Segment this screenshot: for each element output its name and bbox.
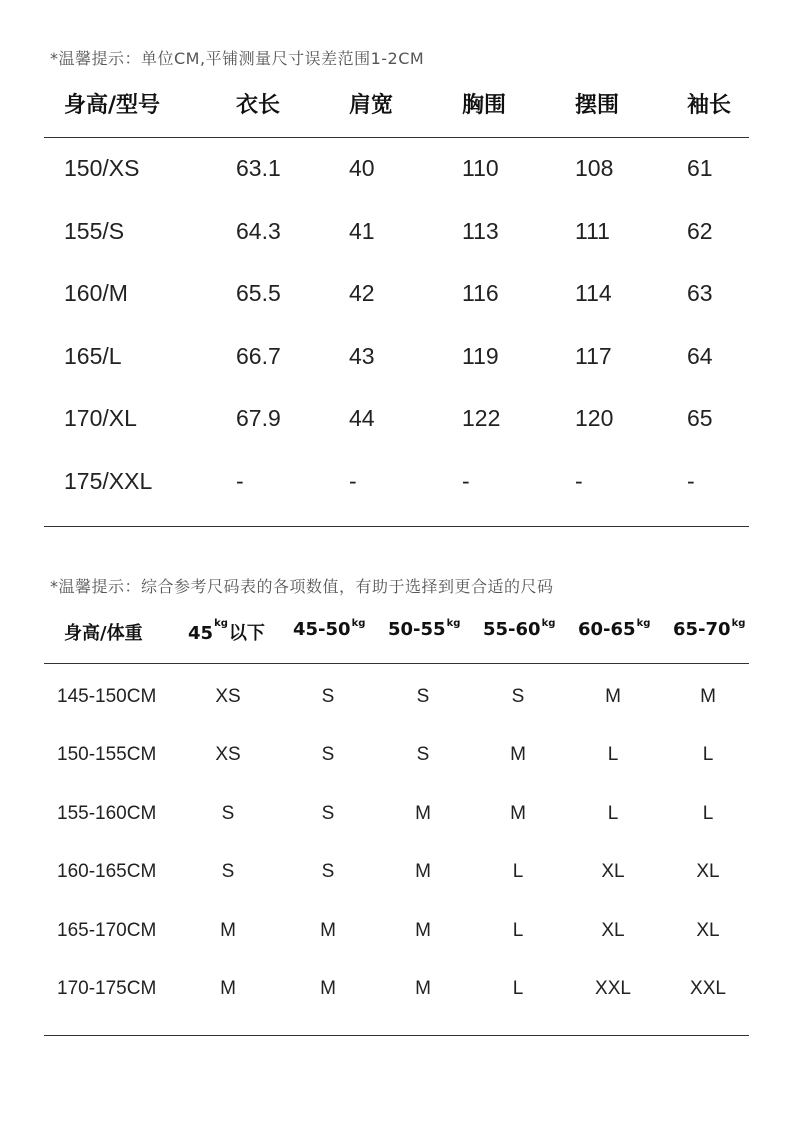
- size-cell: S: [416, 686, 430, 707]
- row-size-label: 150/XS: [64, 155, 140, 181]
- header-weight-range: [483, 619, 556, 640]
- size-cell: XL: [601, 920, 625, 941]
- row-size-label: 165/L: [64, 343, 122, 369]
- header-text: 50-55: [388, 619, 446, 640]
- table-cell: -: [349, 468, 357, 494]
- table-cell: 44: [349, 405, 375, 431]
- header-weight-range: [578, 619, 651, 640]
- table-cell: 116: [462, 280, 499, 306]
- size-cell: M: [415, 978, 431, 999]
- table-cell: 64: [687, 343, 713, 369]
- row-height-range: 165-170CM: [57, 920, 157, 941]
- table-cell: 64.3: [236, 218, 281, 244]
- header-weight-range: [388, 619, 461, 640]
- size-cell: S: [321, 861, 335, 882]
- header-text: 身高/体重: [64, 623, 143, 644]
- table-cell: 66.7: [236, 343, 281, 369]
- table-cell: 67.9: [236, 405, 281, 431]
- table-cell: 120: [575, 405, 614, 431]
- size-cell: S: [321, 686, 335, 707]
- table-cell: 65.5: [236, 280, 281, 306]
- table2-header-divider: [44, 663, 749, 664]
- size-cell: M: [320, 978, 336, 999]
- table-cell: -: [236, 468, 244, 494]
- table-cell: 65: [687, 405, 713, 431]
- table-cell: -: [462, 468, 470, 494]
- row-height-range: 160-165CM: [57, 861, 157, 882]
- table-cell: 62: [687, 218, 713, 244]
- size-cell: S: [321, 803, 335, 824]
- size-cell: L: [512, 978, 524, 999]
- size-cell: M: [510, 803, 526, 824]
- row-size-label: 170/XL: [64, 405, 137, 431]
- size-cell: M: [220, 978, 236, 999]
- size-note-2: *温馨提示：综合参考尺码表的各项数值，有助于选择到更合适的尺码: [50, 577, 554, 596]
- header-suffix: 以下: [228, 623, 265, 644]
- header-height-weight: [64, 619, 143, 645]
- size-cell: XXL: [690, 978, 726, 999]
- size-cell: L: [512, 861, 524, 882]
- table-cell: 63.1: [236, 155, 281, 181]
- table-cell: 41: [349, 218, 375, 244]
- header-text: 55-60: [483, 619, 541, 640]
- table2-bottom-divider: [44, 1035, 749, 1036]
- size-cell: XXL: [595, 978, 631, 999]
- table-cell: 63: [687, 280, 713, 306]
- table-cell: 122: [462, 405, 501, 431]
- header-unit: kg: [636, 618, 651, 629]
- size-cell: M: [320, 920, 336, 941]
- header-shoulder: 肩宽: [349, 93, 394, 118]
- table1-bottom-divider: [44, 526, 749, 527]
- size-cell: XL: [696, 861, 720, 882]
- table-cell: 42: [349, 280, 375, 306]
- row-size-label: 155/S: [64, 218, 125, 244]
- row-size-label: 175/XXL: [64, 468, 153, 494]
- header-text: 60-65: [578, 619, 636, 640]
- size-cell: M: [415, 861, 431, 882]
- size-cell: S: [321, 744, 335, 765]
- header-height-model: 身高/型号: [64, 93, 161, 118]
- row-height-range: 155-160CM: [57, 803, 157, 824]
- header-weight-range: [188, 619, 265, 645]
- header-text: 65-70: [673, 619, 731, 640]
- size-cell: M: [605, 686, 621, 707]
- table-cell: -: [575, 468, 583, 494]
- size-cell: S: [511, 686, 525, 707]
- header-unit: kg: [541, 618, 556, 629]
- size-cell: M: [415, 803, 431, 824]
- table-cell: 43: [349, 343, 375, 369]
- table-cell: 119: [462, 343, 499, 369]
- header-weight-range: [673, 619, 746, 640]
- header-weight-range: [293, 619, 366, 640]
- header-sleeve: 袖长: [687, 93, 732, 118]
- size-cell: M: [700, 686, 716, 707]
- table-cell: 108: [575, 155, 614, 181]
- size-cell: L: [702, 744, 714, 765]
- size-cell: XL: [601, 861, 625, 882]
- table-cell: 114: [575, 280, 612, 306]
- header-hem: 摆围: [575, 93, 620, 118]
- row-height-range: 150-155CM: [57, 744, 157, 765]
- size-cell: XS: [215, 744, 241, 765]
- row-height-range: 145-150CM: [57, 686, 157, 707]
- size-cell: S: [416, 744, 430, 765]
- header-text: 45-50: [293, 619, 351, 640]
- table-cell: 40: [349, 155, 375, 181]
- header-unit: kg: [351, 618, 366, 629]
- header-chest: 胸围: [462, 93, 507, 118]
- table-cell: 113: [462, 218, 499, 244]
- header-text: 45: [188, 623, 214, 644]
- size-cell: XL: [696, 920, 720, 941]
- table-cell: 110: [462, 155, 499, 181]
- table1-header-divider: [44, 137, 749, 138]
- size-note-1: *温馨提示：单位CM,平铺测量尺寸误差范围1-2CM: [50, 49, 425, 68]
- size-cell: L: [512, 920, 524, 941]
- table-cell: 111: [575, 218, 610, 244]
- size-cell: M: [510, 744, 526, 765]
- table-cell: 61: [687, 155, 713, 181]
- size-cell: L: [607, 803, 619, 824]
- size-cell: S: [221, 861, 235, 882]
- size-cell: M: [220, 920, 236, 941]
- header-unit: kg: [731, 618, 746, 629]
- size-cell: S: [221, 803, 235, 824]
- size-cell: L: [607, 744, 619, 765]
- header-unit: kg: [446, 618, 461, 629]
- table-cell: 117: [575, 343, 612, 369]
- header-length: 衣长: [236, 93, 281, 118]
- size-cell: L: [702, 803, 714, 824]
- size-cell: M: [415, 920, 431, 941]
- row-size-label: 160/M: [64, 280, 128, 306]
- header-unit: kg: [214, 618, 228, 629]
- table-cell: -: [687, 468, 695, 494]
- size-cell: XS: [215, 686, 241, 707]
- row-height-range: 170-175CM: [57, 978, 157, 999]
